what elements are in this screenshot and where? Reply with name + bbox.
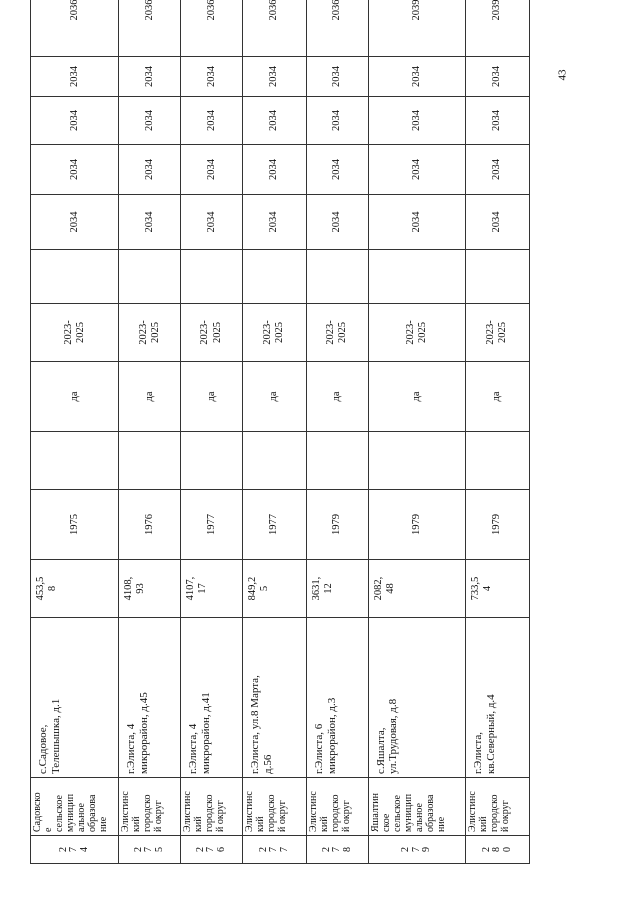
period-cell: 2023- 2025 — [465, 304, 529, 362]
period-cell: 2023- 2025 — [368, 304, 465, 362]
year-cell: 1979 — [306, 490, 368, 560]
year-1-cell: 2034 — [119, 195, 181, 250]
area-cell: 453,5 8 — [31, 560, 119, 618]
year-1-cell: 2034 — [31, 195, 119, 250]
year-1-cell: 2034 — [368, 195, 465, 250]
area-cell: 4107, 17 — [181, 560, 243, 618]
year-cell: 1975 — [31, 490, 119, 560]
year-2-cell: 2034 — [31, 145, 119, 195]
period-cell: 2023- 2025 — [31, 304, 119, 362]
address-cell: г.Элиста, 4 микрорайон, д.41 — [181, 618, 243, 778]
page-number: 43 — [556, 69, 568, 81]
empty-cell — [465, 250, 529, 304]
empty-cell — [31, 250, 119, 304]
area-cell: 733,5 4 — [465, 560, 529, 618]
table-row — [119, 0, 181, 864]
year-2-cell: 2034 — [181, 145, 243, 195]
year-3-cell: 2034 — [31, 97, 119, 145]
area-cell: 4108, 93 — [119, 560, 181, 618]
address-cell: с.Садовое, Телешышка, д.1 — [31, 618, 119, 778]
year-1-cell: 2034 — [465, 195, 529, 250]
empty-cell — [31, 432, 119, 490]
year-4-cell: 2034 — [119, 57, 181, 97]
table-row — [31, 0, 119, 864]
year-1-cell: 2034 — [181, 195, 243, 250]
address-cell: г.Элиста, 6 микрорайон, д.3 — [306, 618, 368, 778]
row-number: 2 7 4 — [31, 836, 119, 864]
year-2-cell: 2034 — [306, 145, 368, 195]
table-row — [242, 0, 306, 864]
year-3-cell: 2034 — [119, 97, 181, 145]
year-cell: 1977 — [181, 490, 243, 560]
year-4-cell: 2034 — [368, 57, 465, 97]
year-4-cell: 2034 — [465, 57, 529, 97]
empty-cell — [306, 432, 368, 490]
year-4-cell: 2034 — [306, 57, 368, 97]
year-2-cell: 2034 — [465, 145, 529, 195]
year-5-cell: 2036 — [181, 0, 243, 57]
year-5-cell: 2039 — [465, 0, 529, 57]
address-cell: г.Элиста, ул.8 Марта, д.56 — [242, 618, 306, 778]
municipality-cell: Элистинс кий городско й округ — [306, 778, 368, 836]
year-2-cell: 2034 — [368, 145, 465, 195]
table-row — [368, 0, 465, 864]
year-5-cell: 2036 — [242, 0, 306, 57]
empty-cell — [368, 250, 465, 304]
housing-repair-table — [30, 0, 530, 864]
year-cell: 1979 — [465, 490, 529, 560]
year-4-cell: 2034 — [242, 57, 306, 97]
municipality-cell: Элистинс кий городско й округ — [465, 778, 529, 836]
year-5-cell: 2036 — [119, 0, 181, 57]
year-3-cell: 2034 — [368, 97, 465, 145]
row-number: 2 7 7 — [242, 836, 306, 864]
row-number: 2 7 5 — [119, 836, 181, 864]
row-number: 2 7 9 — [368, 836, 465, 864]
year-3-cell: 2034 — [465, 97, 529, 145]
empty-cell — [181, 432, 243, 490]
year-cell: 1979 — [368, 490, 465, 560]
empty-cell — [119, 250, 181, 304]
area-cell: 3631, 12 — [306, 560, 368, 618]
year-3-cell: 2034 — [181, 97, 243, 145]
year-cell: 1977 — [242, 490, 306, 560]
year-4-cell: 2034 — [31, 57, 119, 97]
period-cell: 2023- 2025 — [181, 304, 243, 362]
year-cell: 1976 — [119, 490, 181, 560]
flag-cell: да — [465, 362, 529, 432]
flag-cell: да — [306, 362, 368, 432]
table-row — [306, 0, 368, 864]
empty-cell — [242, 250, 306, 304]
year-3-cell: 2034 — [242, 97, 306, 145]
year-2-cell: 2034 — [119, 145, 181, 195]
empty-cell — [181, 250, 243, 304]
empty-cell — [465, 432, 529, 490]
year-5-cell: 2036 — [306, 0, 368, 57]
address-cell: г.Элиста, кв.Северный, д.4 — [465, 618, 529, 778]
period-cell: 2023- 2025 — [306, 304, 368, 362]
empty-cell — [306, 250, 368, 304]
municipality-cell: Элистинс кий городско й округ — [242, 778, 306, 836]
rotated-table-container — [30, 0, 530, 864]
year-1-cell: 2034 — [242, 195, 306, 250]
year-5-cell: 2036 — [31, 0, 119, 57]
year-1-cell: 2034 — [306, 195, 368, 250]
area-cell: 849,2 5 — [242, 560, 306, 618]
empty-cell — [242, 432, 306, 490]
row-number: 2 8 0 — [465, 836, 529, 864]
municipality-cell: Яшалтин ское сельское муницип альное образова ние — [368, 778, 465, 836]
flag-cell: да — [181, 362, 243, 432]
flag-cell: да — [119, 362, 181, 432]
period-cell: 2023- 2025 — [242, 304, 306, 362]
municipality-cell: Элистинс кий городско й округ — [181, 778, 243, 836]
year-2-cell: 2034 — [242, 145, 306, 195]
municipality-cell: Элистинс кий городско й округ — [119, 778, 181, 836]
flag-cell: да — [242, 362, 306, 432]
flag-cell: да — [368, 362, 465, 432]
period-cell: 2023- 2025 — [119, 304, 181, 362]
table-row — [465, 0, 529, 864]
empty-cell — [368, 432, 465, 490]
row-number: 2 7 8 — [306, 836, 368, 864]
row-number: 2 7 6 — [181, 836, 243, 864]
flag-cell: да — [31, 362, 119, 432]
empty-cell — [119, 432, 181, 490]
year-4-cell: 2034 — [181, 57, 243, 97]
address-cell: г.Элиста, 4 микрорайон, д.45 — [119, 618, 181, 778]
area-cell: 2082, 48 — [368, 560, 465, 618]
municipality-cell: Садовско е сельское муницип альное образова ние — [31, 778, 119, 836]
year-5-cell: 2039 — [368, 0, 465, 57]
year-3-cell: 2034 — [306, 97, 368, 145]
table-row — [181, 0, 243, 864]
address-cell: с.Яшалта, ул.Трудовая, д.8 — [368, 618, 465, 778]
